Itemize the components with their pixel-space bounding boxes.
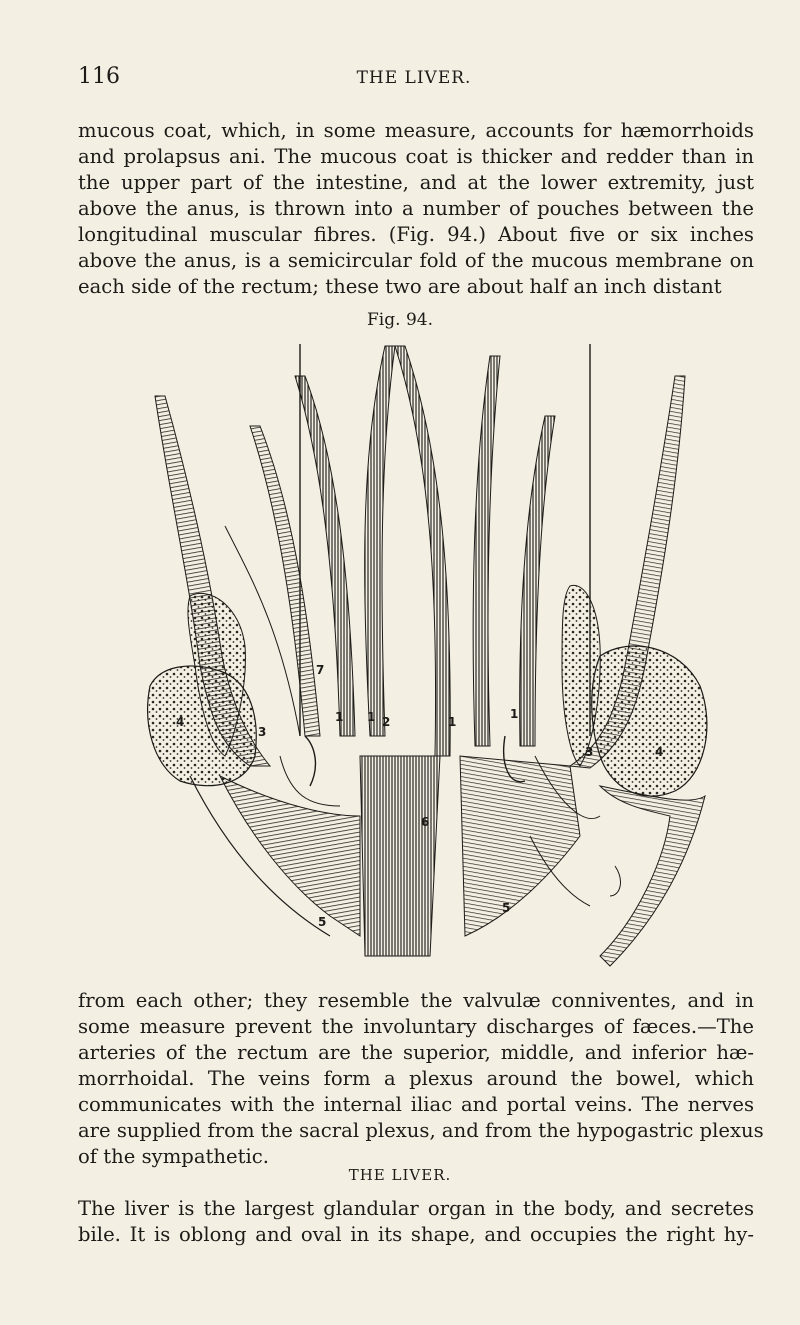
section-heading: THE LIVER. [348,1166,452,1184]
text-line: each side of the rectum; these two are about half an inch distant [78,275,722,298]
figure-label: 6 [421,815,430,829]
text-line: some measure prevent the involuntary discharges of fæces.—The [78,1015,754,1038]
page-number: 116 [78,64,120,89]
figure-label: 1 [335,710,344,724]
fibre-bundle [250,426,320,736]
text-line: above the anus, is thrown into a number of pouches between the [78,197,754,220]
figure-label: 3 [258,725,267,739]
text-line: above the anus, is a semicircular fold of the mucous membrane on [78,249,754,272]
rectum-anatomy-figure [130,336,720,976]
text-line: of the sympathetic. [78,1145,269,1168]
text-line: from each other; they resemble the valvulæ conniventes, and in [78,989,754,1012]
fibre-bundle [395,346,450,756]
text-line: communicates with the internal iliac and portal veins. The nerves [78,1093,754,1116]
text-line: and prolapsus ani. The mucous coat is thicker and redder than in [78,145,754,168]
text-line: arteries of the rectum are the superior, middle, and inferior hæ- [78,1041,754,1064]
figure-label: 1 [367,710,376,724]
figure-label: 1 [510,707,519,721]
text-line: the upper part of the intestine, and at the lower extremity, just [78,171,754,194]
paragraph-liver-intro [78,1196,754,1248]
paragraph-rectum-vessels [78,988,764,1170]
text-line: mucous coat, which, in some measure, accounts for hæmorrhoids [78,119,754,142]
right-inner-tissue [562,585,600,766]
fibre-bundle [365,346,395,736]
page-header [78,64,750,98]
figure-caption: Fig. 94. [367,310,433,330]
figure-label: 5 [318,915,327,929]
figure-label: 7 [316,663,325,677]
figure-label: 5 [502,901,511,915]
fibre-bundle [473,356,500,746]
figure-label: 1 [448,715,457,729]
running-head: THE LIVER. [356,68,472,88]
text-line: morrhoidal. The veins form a plexus around the bowel, which [78,1067,754,1090]
figure-label: 4 [655,745,664,759]
text-line: are supplied from the sacral plexus, and from the hypogastric plexus [78,1119,764,1142]
figure-label: 2 [382,715,391,729]
fibre-bundle [520,416,555,746]
text-line: bile. It is oblong and oval in its shape, and occupies the right hy- [78,1223,754,1246]
text-line: The liver is the largest glandular organ in the body, and secretes [78,1197,754,1220]
text-line: longitudinal muscular fibres. (Fig. 94.) About five or six inches [78,223,754,246]
figure-label: 3 [585,745,594,759]
paragraph-rectum-mucous-coat [78,118,754,300]
right-sphincter-tissue [592,646,707,796]
figure-label: 4 [176,715,185,729]
rectum-engraving [130,336,720,976]
